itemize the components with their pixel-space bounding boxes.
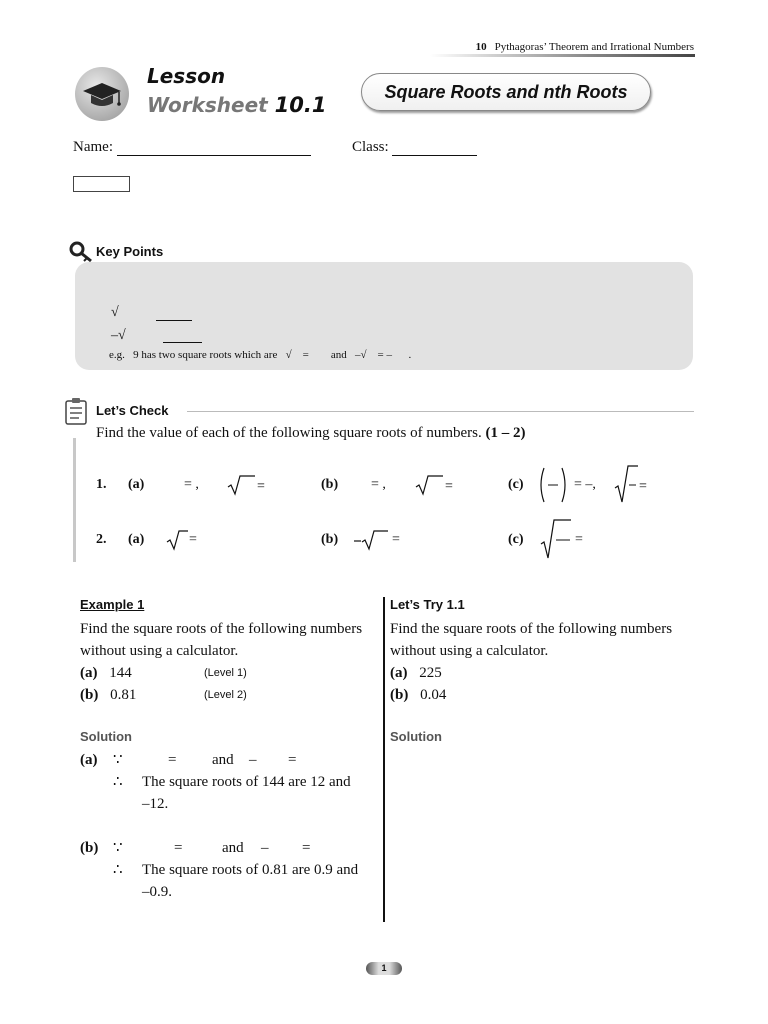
q2b-radical	[353, 529, 393, 556]
lets-try-prompt	[390, 618, 672, 662]
kp-example-eq: =	[302, 349, 309, 361]
lets-try-a-label: (a)	[390, 665, 408, 681]
page-number-badge	[366, 962, 402, 975]
q1b-text: = ,	[371, 477, 386, 492]
sol-a-line1: The square roots of 144 are 12 and	[142, 774, 351, 790]
lets-try-part-a	[390, 662, 442, 684]
page-number: 1	[366, 962, 402, 975]
kp-sqrt-row	[111, 305, 119, 321]
clipboard-icon	[64, 397, 88, 430]
example-a-level: (Level 1)	[204, 667, 247, 679]
sol-a-and: and	[212, 752, 234, 768]
lets-try-heading: Let’s Try 1.1	[390, 597, 465, 612]
example-solution-heading: Solution	[80, 729, 132, 744]
chapter-header	[476, 41, 694, 53]
sol-b-eq: =	[174, 840, 183, 856]
q2c-eq: =	[575, 532, 583, 547]
kp-example	[109, 349, 411, 361]
q2-number: 2.	[96, 532, 107, 547]
q1c-text: = –,	[574, 477, 596, 492]
chapter-title: Pythagoras’ Theorem and Irrational Numbers	[494, 41, 694, 53]
class-label: Class:	[352, 139, 389, 155]
lets-try-a-value: 225	[419, 665, 442, 681]
example-b-label: (b)	[80, 687, 99, 703]
lesson-label: Lesson	[147, 64, 226, 88]
sol-a-because: ∵	[113, 752, 123, 768]
sol-a-therefore: ∴	[113, 774, 123, 790]
kp-sqrt-symbol: √	[111, 305, 119, 320]
example-prompt-line1: Find the square roots of the following numbers	[80, 621, 363, 637]
kp-example-and: and	[330, 349, 347, 361]
chapter-number: 10	[475, 41, 487, 53]
name-field[interactable]	[73, 139, 311, 156]
kp-negsqrt-symbol: –√	[111, 328, 126, 343]
sol-b-line2: –0.9.	[142, 884, 172, 900]
instruction-range: (1 – 2)	[485, 425, 526, 441]
lets-try-solution-heading: Solution	[390, 729, 442, 744]
header-rule	[430, 54, 695, 57]
sol-a-eq2: =	[288, 752, 297, 768]
score-box[interactable]	[73, 176, 130, 192]
example-b-level: (Level 2)	[204, 689, 247, 701]
worksheet-number: 10.1	[274, 93, 327, 117]
sol-a-minus: –	[249, 752, 257, 768]
example-b-value: 0.81	[110, 687, 137, 703]
kp-example-prefix: e.g.	[109, 349, 125, 361]
kp-blank-2	[163, 342, 202, 343]
kp-example-negsqrt: –√	[354, 349, 367, 361]
kp-example-end: .	[408, 349, 412, 361]
example-a-label: (a)	[80, 665, 98, 681]
sol-a-conclusion	[142, 771, 351, 815]
worksheet-title: Square Roots and nth Roots	[361, 73, 651, 111]
q1b-radical	[415, 474, 459, 501]
kp-example-sqrt: √	[285, 349, 292, 361]
worksheet-word: Worksheet	[147, 93, 268, 117]
class-field[interactable]	[352, 139, 477, 156]
q2b-eq: =	[392, 532, 400, 547]
example-heading: Example 1	[80, 597, 145, 612]
kp-example-negeq: = –	[377, 349, 392, 361]
sol-b-label	[80, 837, 98, 859]
lets-try-prompt-line1: Find the square roots of the following numbers	[390, 621, 673, 637]
kp-example-text: 9 has two square roots which are	[133, 349, 278, 361]
lets-check-rule	[187, 411, 694, 412]
sol-b-conclusion	[142, 859, 358, 903]
q2b-label: (b)	[321, 532, 339, 547]
kp-blank-1	[156, 320, 192, 321]
q1c-paren-expression	[538, 466, 568, 509]
q2a-label: (a)	[128, 532, 145, 547]
sol-b-and: and	[222, 840, 244, 856]
q1-number: 1.	[96, 477, 107, 492]
svg-text:=: =	[639, 479, 647, 494]
example-prompt-line2: without using a calculator.	[80, 643, 239, 659]
q1a-radical	[227, 474, 271, 501]
sol-a-eq: =	[168, 752, 177, 768]
lets-check-instruction	[96, 425, 526, 442]
sol-a-label	[80, 749, 98, 771]
q2a-radical	[166, 529, 206, 556]
example-part-b	[80, 684, 136, 706]
lets-check-heading: Let’s Check	[96, 403, 169, 418]
example-a-value: 144	[109, 665, 132, 681]
example-part-a	[80, 662, 132, 684]
q1c-label: (c)	[508, 477, 524, 492]
kp-negsqrt-row	[111, 328, 126, 344]
instruction-text: Find the value of each of the following square roots of numbers.	[96, 425, 482, 441]
sol-a-label-text: (a)	[80, 752, 98, 768]
svg-text:=: =	[257, 479, 265, 494]
q1c-radical	[614, 464, 654, 509]
q1a-label: (a)	[128, 477, 145, 492]
lets-try-prompt-line2: without using a calculator.	[390, 643, 549, 659]
sol-b-line1: The square roots of 0.81 are 0.9 and	[142, 862, 359, 878]
example-prompt	[80, 618, 362, 662]
q1a-text: = ,	[184, 477, 199, 492]
name-input-line[interactable]	[117, 141, 311, 156]
q2c-label: (c)	[508, 532, 524, 547]
graduation-cap-icon	[75, 67, 129, 121]
lets-try-b-label: (b)	[390, 687, 409, 703]
sol-b-eq2: =	[302, 840, 311, 856]
column-divider	[383, 597, 385, 922]
worksheet-label	[147, 93, 327, 117]
q1b-label: (b)	[321, 477, 339, 492]
svg-text:=: =	[445, 479, 453, 494]
lets-check-bar	[73, 438, 76, 562]
name-label: Name:	[73, 139, 113, 155]
lets-try-part-b	[390, 684, 446, 706]
sol-b-therefore: ∴	[113, 862, 123, 878]
sol-a-line2: –12.	[142, 796, 169, 812]
lets-try-b-value: 0.04	[420, 687, 447, 703]
sol-b-because: ∵	[113, 840, 123, 856]
lets-try-answer-area[interactable]	[390, 752, 690, 917]
class-input-line[interactable]	[392, 141, 477, 156]
key-points-heading: Key Points	[96, 244, 164, 259]
sol-b-label-text: (b)	[80, 840, 99, 856]
q2a-eq: =	[189, 532, 197, 547]
sol-b-minus: –	[261, 840, 269, 856]
q2c-radical	[540, 518, 574, 565]
